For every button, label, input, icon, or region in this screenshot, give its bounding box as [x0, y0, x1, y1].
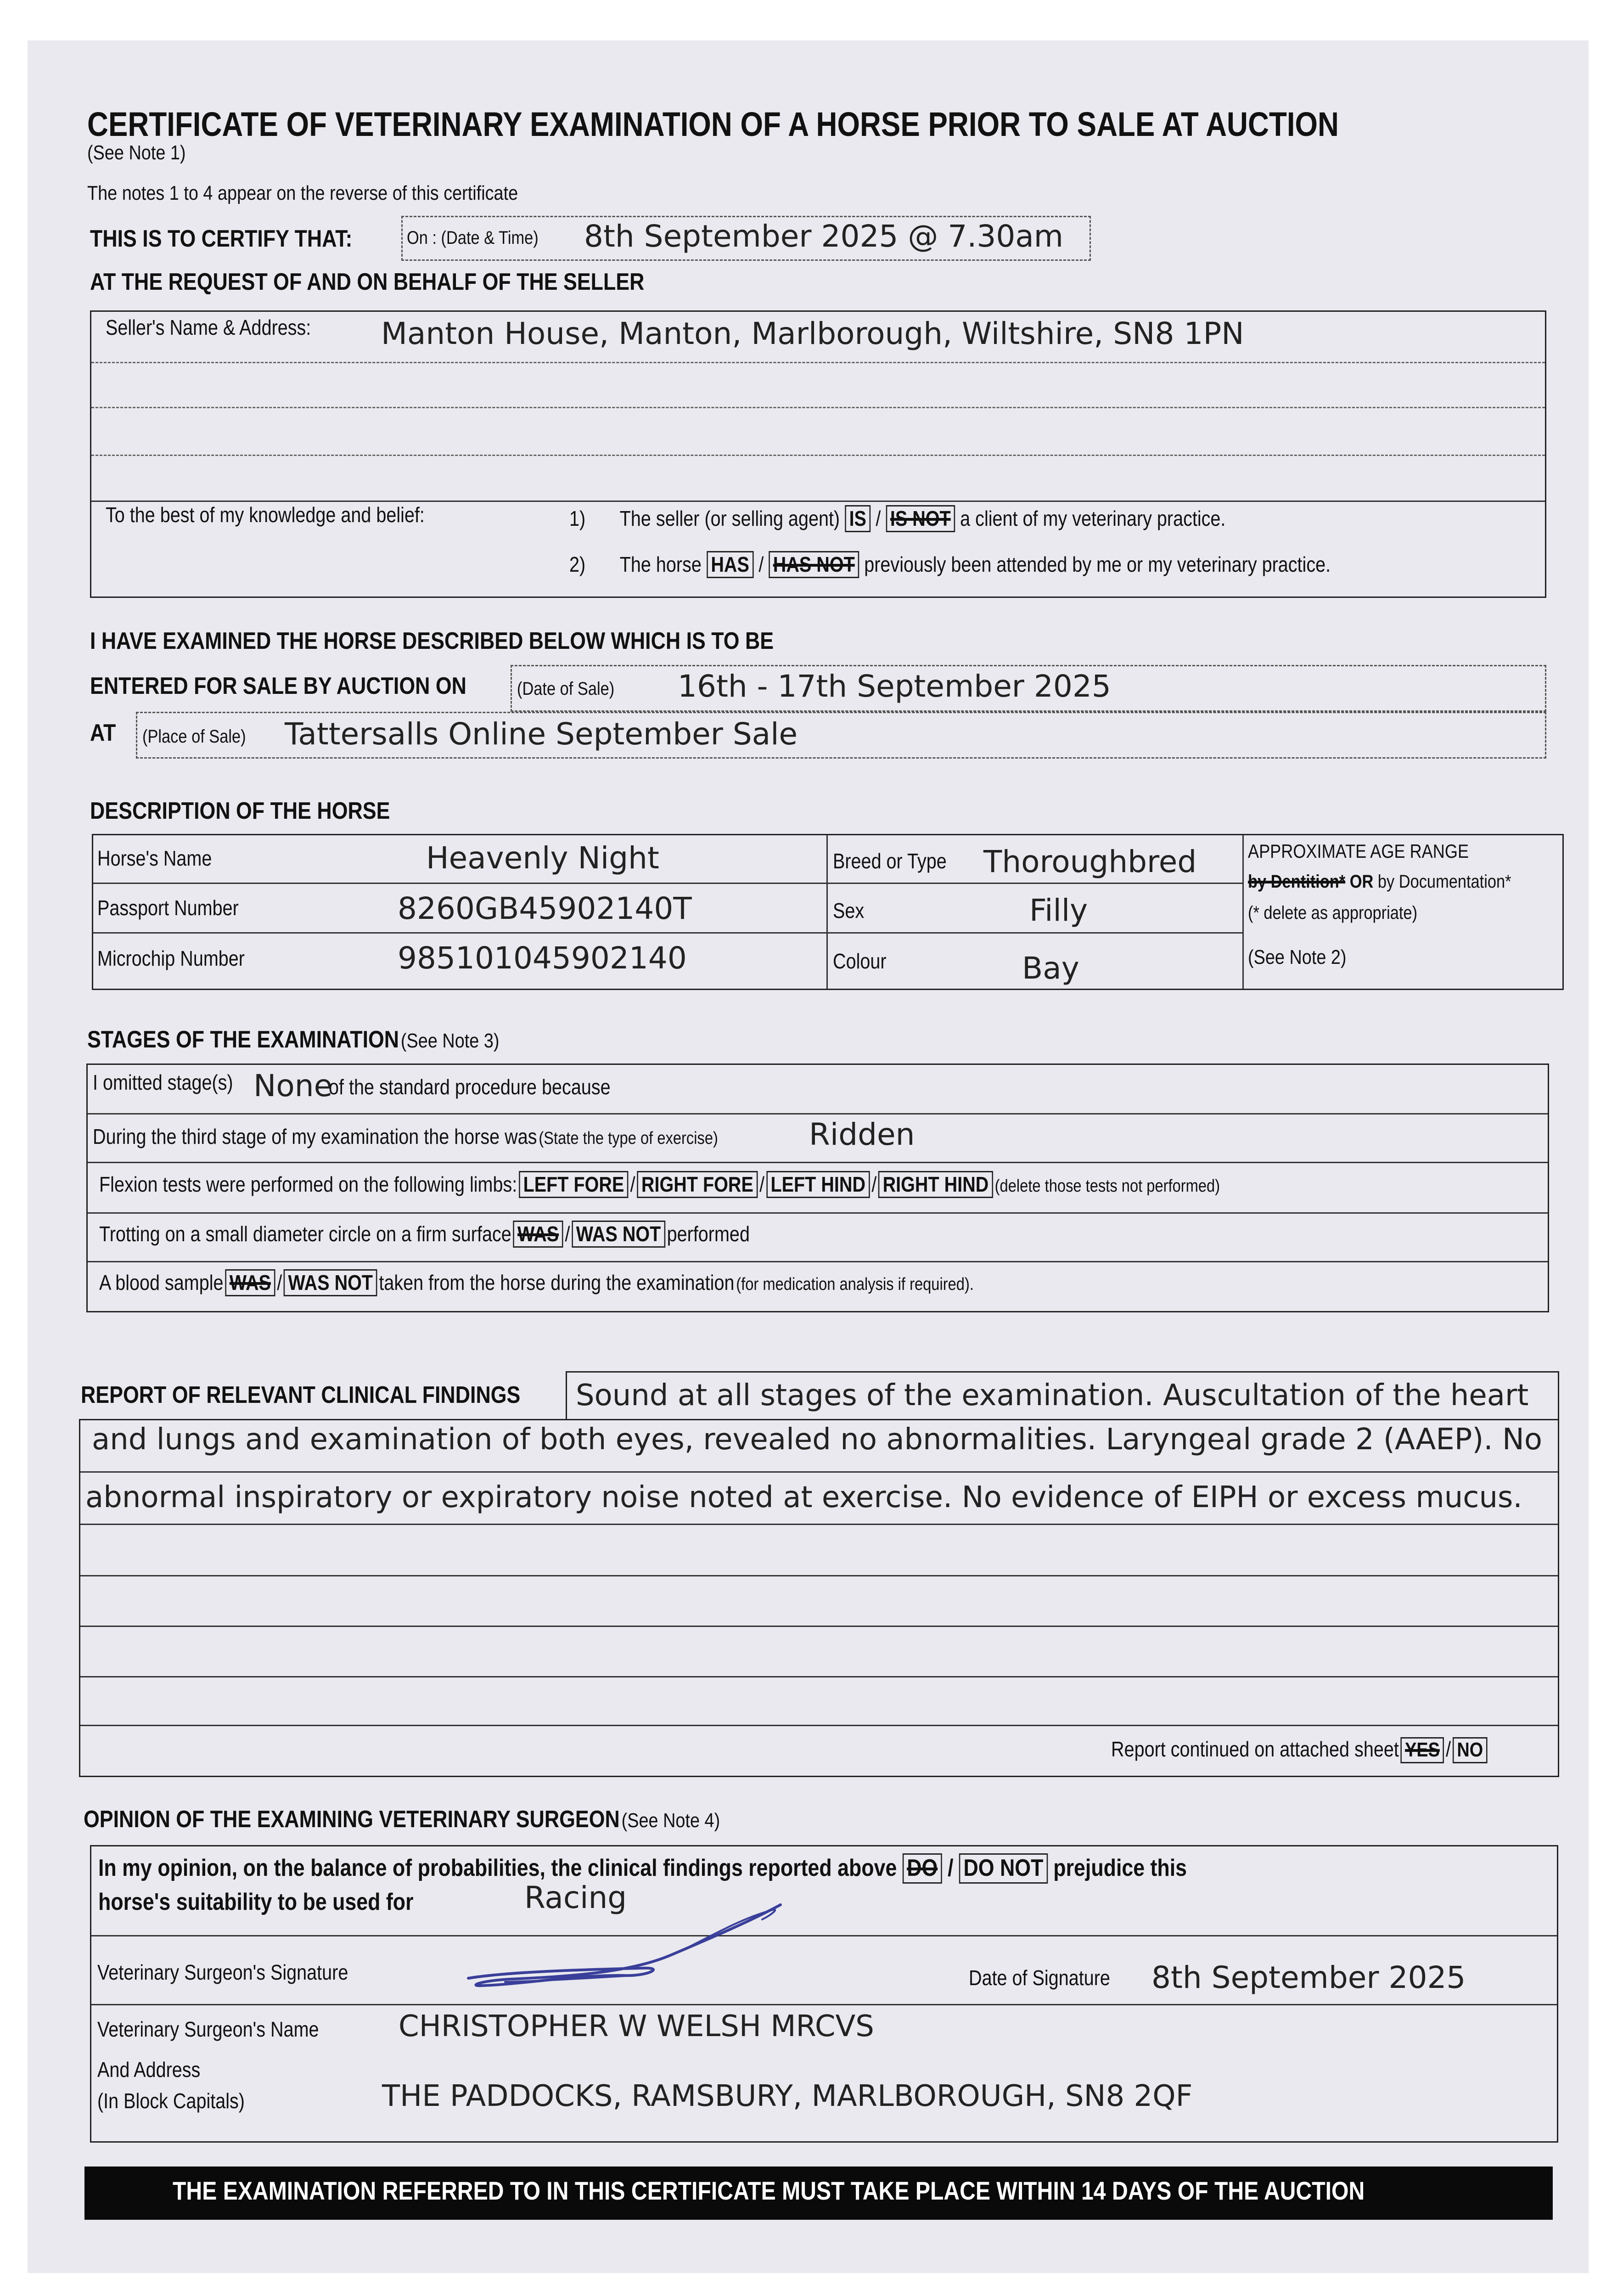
stages-heading — [87, 1026, 499, 1053]
divider — [91, 407, 1545, 408]
opinion-do-option[interactable]: DO — [903, 1853, 942, 1884]
age-by-dentition[interactable]: by Dentition* — [1248, 872, 1346, 892]
client-is-not-option[interactable]: IS NOT — [886, 505, 955, 532]
continued-yes-option[interactable]: YES — [1401, 1737, 1444, 1763]
report-line-3[interactable]: abnormal inspiratory or expiratory noise noted at exercise. No evidence of EIPH or excess mucus. — [85, 1480, 1522, 1514]
omitted-row — [93, 1070, 256, 1095]
flexion-label: Flexion tests were performed on the following limbs: — [99, 1172, 517, 1196]
stages-section-title: STAGES OF THE EXAMINATION — [87, 1026, 399, 1053]
statement-2-number: 2) — [569, 552, 586, 576]
entered-heading: ENTERED FOR SALE BY AUCTION ON — [90, 673, 466, 699]
vet-name-value[interactable]: CHRISTOPHER W WELSH MRCVS — [399, 2009, 874, 2043]
breed-label: Breed or Type — [833, 849, 947, 873]
option-slash: / — [871, 1172, 877, 1196]
divider — [80, 1524, 1558, 1525]
sale-date-label: (Date of Sale) — [517, 679, 615, 699]
opinion-section-title: OPINION OF THE EXAMINING VETERINARY SURGEON — [84, 1806, 620, 1833]
opinion-heading — [84, 1806, 720, 1833]
divider — [93, 932, 826, 934]
vet-address-value[interactable]: THE PADDOCKS, RAMSBURY, MARLBOROUGH, SN8 2QF — [382, 2079, 1193, 2113]
divider — [80, 1575, 1558, 1576]
divider — [91, 455, 1545, 456]
right-fore-option[interactable]: RIGHT FORE — [637, 1171, 758, 1198]
exercise-value[interactable]: Ridden — [809, 1117, 915, 1152]
client-is-option[interactable]: IS — [845, 505, 870, 532]
trot-was-option[interactable]: WAS — [513, 1221, 563, 1248]
passport-value[interactable]: 8260GB45902140T — [398, 891, 692, 926]
exam-datetime-label: On : (Date & Time) — [407, 228, 539, 248]
continued-no-option[interactable]: NO — [1453, 1737, 1488, 1763]
knowledge-label: To the best of my knowledge and belief: — [106, 503, 425, 527]
divider — [1242, 835, 1244, 989]
third-stage-note: (State the type of exercise) — [539, 1129, 718, 1148]
option-slash: / — [630, 1172, 635, 1196]
breed-value[interactable]: Thoroughbred — [983, 844, 1197, 879]
option-slash: / — [1446, 1737, 1451, 1761]
divider — [80, 1626, 1558, 1627]
option-slash: / — [758, 552, 764, 576]
request-heading: AT THE REQUEST OF AND ON BEHALF OF THE SELLER — [90, 269, 645, 295]
right-hind-option[interactable]: RIGHT HIND — [878, 1171, 993, 1198]
notes-reference: The notes 1 to 4 appear on the reverse of this certificate — [87, 182, 518, 204]
stages-section-note: (See Note 3) — [400, 1030, 500, 1052]
divider — [93, 883, 826, 884]
footer-text: THE EXAMINATION REFERRED TO IN THIS CERTIFICATE MUST TAKE PLACE WITHIN 14 DAYS OF THE AUCTION — [173, 2176, 1365, 2205]
colour-value[interactable]: Bay — [1022, 951, 1079, 986]
statement-2 — [569, 551, 1331, 578]
divider — [828, 932, 1242, 934]
third-stage-row — [93, 1124, 718, 1149]
page-title: CERTIFICATE OF VETERINARY EXAMINATION OF A HORSE PRIOR TO SALE AT AUCTION — [87, 105, 1339, 143]
flexion-row — [99, 1171, 1220, 1198]
option-slash: / — [759, 1172, 765, 1196]
signature-date-label: Date of Signature — [969, 1966, 1110, 1990]
divider — [91, 1935, 1557, 1936]
opinion-section-note: (See Note 4) — [621, 1809, 720, 1832]
divider — [91, 501, 1545, 502]
signature-drawing — [450, 1878, 808, 1998]
microchip-label: Microchip Number — [97, 946, 245, 970]
opinion-line-2: horse's suitability to be used for — [98, 1889, 414, 1915]
seller-name-label: Seller's Name & Address: — [106, 315, 311, 339]
divider — [88, 1212, 1548, 1214]
blood-label: A blood sample — [99, 1271, 224, 1294]
horse-name-value[interactable]: Heavenly Night — [426, 840, 659, 876]
option-slash: / — [565, 1222, 570, 1246]
divider — [80, 1471, 1558, 1473]
divider — [826, 835, 828, 989]
vet-address-note: (In Block Capitals) — [97, 2089, 245, 2113]
trot-end: performed — [667, 1222, 750, 1246]
third-stage-label: During the third stage of my examination the horse was — [93, 1125, 537, 1148]
left-hind-option[interactable]: LEFT HIND — [766, 1171, 870, 1198]
blood-was-option[interactable]: WAS — [225, 1269, 275, 1296]
examined-heading: I HAVE EXAMINED THE HORSE DESCRIBED BELOW WHICH IS TO BE — [90, 628, 774, 654]
sex-value[interactable]: Filly — [1029, 893, 1088, 928]
blood-end: taken from the horse during the examination — [379, 1271, 735, 1294]
age-see-note: (See Note 2) — [1248, 946, 1347, 968]
age-range-title: APPROXIMATE AGE RANGE — [1248, 840, 1469, 862]
option-slash: / — [948, 1855, 954, 1881]
divider — [88, 1113, 1548, 1114]
blood-note: (for medication analysis if required). — [736, 1275, 974, 1294]
trot-was-not-option[interactable]: WAS NOT — [572, 1221, 665, 1248]
vet-address-label: And Address — [97, 2058, 201, 2082]
divider — [88, 1261, 1548, 1262]
sale-at-label: AT — [90, 720, 116, 746]
report-label: REPORT OF RELEVANT CLINICAL FINDINGS — [81, 1382, 521, 1408]
exam-datetime-value: 8th September 2025 @ 7.30am — [584, 219, 1064, 254]
report-continued-label: Report continued on attached sheet — [1111, 1737, 1399, 1761]
flexion-note: (delete those tests not performed) — [994, 1176, 1220, 1196]
horse-name-label: Horse's Name — [97, 846, 212, 870]
opinion-line-1-end: prejudice this — [1053, 1855, 1187, 1881]
sale-place-value: Tattersalls Online September Sale — [285, 716, 798, 752]
intended-use-value[interactable]: Racing — [524, 1880, 627, 1915]
statement-2-end: previously been attended by me or my veterinary practice. — [864, 552, 1331, 576]
omitted-reason-label: of the standard procedure because — [329, 1075, 611, 1099]
divider — [828, 883, 1242, 884]
option-slash: / — [876, 506, 881, 530]
microchip-value[interactable]: 985101045902140 — [398, 940, 687, 976]
statement-1-number: 1) — [569, 506, 586, 530]
colour-label: Colour — [833, 949, 887, 973]
signature-label: Veterinary Surgeon's Signature — [97, 1960, 348, 1984]
attended-has-not-option[interactable]: HAS NOT — [769, 551, 859, 578]
seller-address[interactable]: Manton House, Manton, Marlborough, Wiltshire, SN8 1PN — [381, 316, 1244, 351]
report-line-2[interactable]: and lungs and examination of both eyes, revealed no abnormalities. Laryngeal grade 2 (AAEP). No — [92, 1423, 1543, 1457]
blood-row — [99, 1269, 974, 1296]
opinion-line-1-text: In my opinion, on the balance of probabilities, the clinical findings reported above — [98, 1855, 897, 1881]
age-range-options — [1248, 872, 1511, 892]
signature-date-value[interactable]: 8th September 2025 — [1151, 1960, 1466, 1995]
divider — [91, 362, 1545, 363]
attended-has-option[interactable]: HAS — [707, 551, 753, 578]
passport-label: Passport Number — [97, 896, 239, 920]
certify-label: THIS IS TO CERTIFY THAT: — [90, 225, 353, 252]
divider — [80, 1676, 1558, 1677]
opinion-do-not-option[interactable]: DO NOT — [959, 1853, 1048, 1884]
statement-2-text: The horse — [619, 552, 702, 576]
trot-label: Trotting on a small diameter circle on a firm surface — [99, 1222, 511, 1246]
age-by-documentation[interactable]: by Documentation* — [1377, 872, 1511, 892]
divider — [91, 2004, 1557, 2005]
divider — [88, 1162, 1548, 1163]
left-fore-option[interactable]: LEFT FORE — [519, 1171, 629, 1198]
report-line-1[interactable]: Sound at all stages of the examination. Auscultation of the heart — [576, 1379, 1529, 1412]
blood-was-not-option[interactable]: WAS NOT — [284, 1269, 377, 1296]
sale-place-label: (Place of Sale) — [142, 726, 246, 747]
report-box — [79, 1419, 1559, 1777]
sale-date-value: 16th - 17th September 2025 — [678, 669, 1111, 704]
title-note: (See Note 1) — [87, 141, 186, 164]
option-slash: / — [277, 1271, 282, 1294]
trot-row — [99, 1221, 750, 1248]
statement-1 — [569, 505, 1225, 532]
horse-section-title: DESCRIPTION OF THE HORSE — [90, 798, 390, 824]
divider — [80, 1725, 1558, 1726]
statement-1-end: a client of my veterinary practice. — [960, 506, 1226, 530]
age-delete-note: (* delete as appropriate) — [1248, 903, 1418, 923]
statement-1-text: The seller (or selling agent) — [619, 506, 840, 530]
sex-label: Sex — [833, 899, 865, 923]
omitted-value[interactable]: None — [253, 1068, 333, 1103]
age-or: OR — [1349, 872, 1374, 892]
omitted-label: I omitted stage(s) — [93, 1070, 233, 1094]
report-continued-row — [1111, 1737, 1488, 1763]
vet-name-label: Veterinary Surgeon's Name — [97, 2017, 319, 2041]
